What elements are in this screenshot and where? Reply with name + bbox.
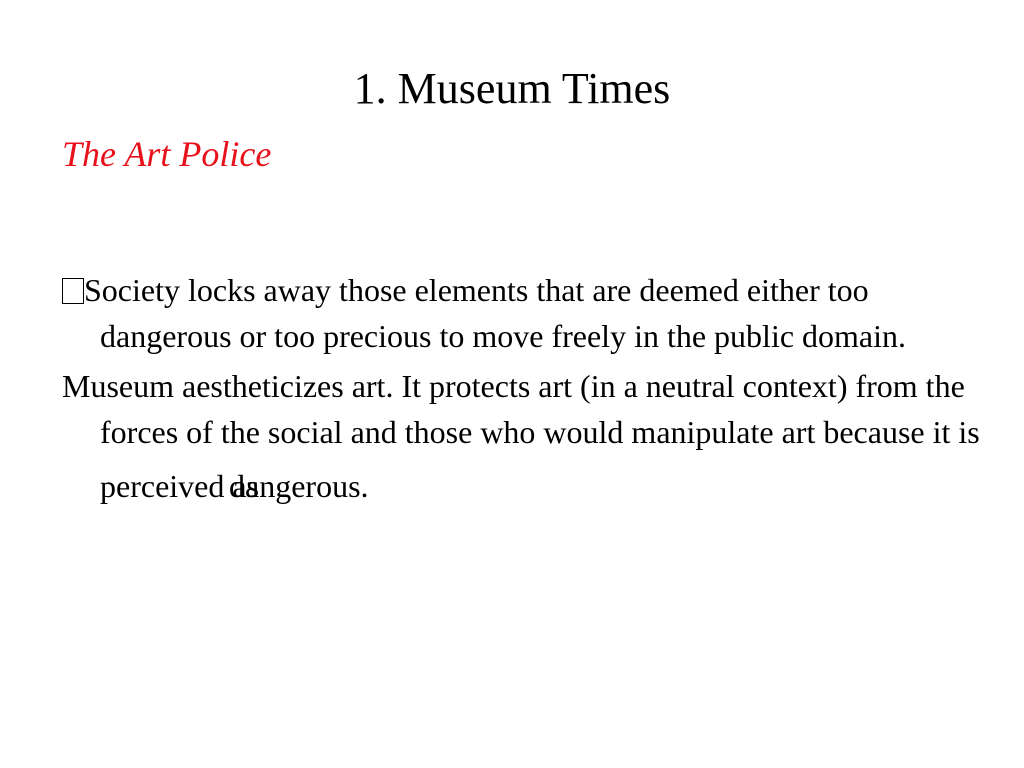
paragraph-society (62, 267, 982, 359)
slide-subtitle: The Art Police (62, 134, 272, 174)
paragraph-society-text: Society locks away those elements that are deemed either too dangerous or too precious to move freely in the public domain. (84, 272, 907, 354)
slide-title: 1. Museum Times (353, 64, 671, 113)
paragraph-museum-last-line: dangerous. (229, 468, 369, 504)
slide-body (62, 267, 982, 509)
missing-glyph-bullet-icon (62, 278, 84, 304)
paragraph-museum-text: Museum aestheticizes art. It protects art (in a neutral context) from the forces of the social and those who would manipulate art because it is perceived as (62, 368, 980, 504)
paragraph-museum (62, 363, 982, 509)
